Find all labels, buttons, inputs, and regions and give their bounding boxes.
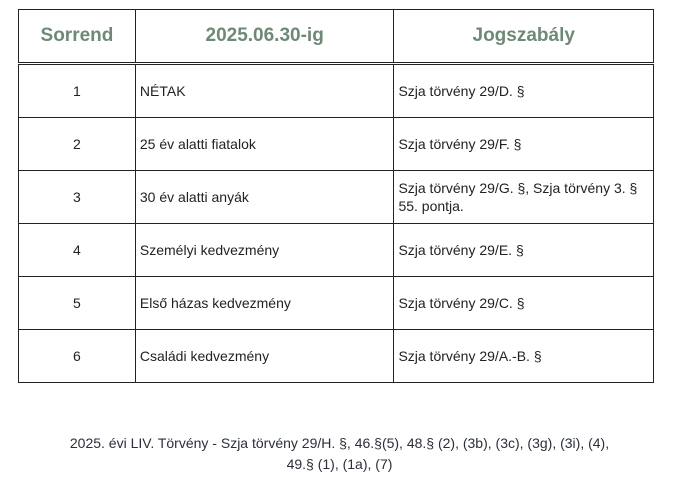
table-row (19, 118, 654, 171)
order-cell: 1 (19, 64, 136, 118)
order-cell: 2 (19, 118, 136, 171)
footer-note (0, 433, 679, 475)
table-row (19, 330, 654, 383)
footer-line-1: 2025. évi LIV. Törvény - Szja törvény 29/H. §, 46.§(5), 48.§ (2), (3b), (3c), (3g), (3i), (4), (69, 435, 610, 451)
header-law: Jogszabály (394, 10, 654, 64)
law-cell: Szja törvény 29/C. § (394, 277, 654, 330)
table-row (19, 64, 654, 118)
table-row (19, 224, 654, 277)
benefit-cell: Családi kedvezmény (135, 330, 394, 383)
benefit-cell: 25 év alatti fiatalok (135, 118, 394, 171)
benefit-cell: Első házas kedvezmény (135, 277, 394, 330)
law-cell: Szja törvény 29/A.-B. § (394, 330, 654, 383)
law-cell: Szja törvény 29/D. § (394, 64, 654, 118)
order-cell: 5 (19, 277, 136, 330)
footer-line-2: 49.§ (1), (1a), (7) (286, 456, 393, 472)
law-cell: Szja törvény 29/E. § (394, 224, 654, 277)
law-cell: Szja törvény 29/G. §, Szja törvény 3. § 55. pontja. (394, 171, 654, 224)
benefits-table (18, 9, 654, 383)
order-cell: 4 (19, 224, 136, 277)
table-row (19, 171, 654, 224)
table-row (19, 277, 654, 330)
benefit-cell: Személyi kedvezmény (135, 224, 394, 277)
benefit-cell: 30 év alatti anyák (135, 171, 394, 224)
law-cell: Szja törvény 29/F. § (394, 118, 654, 171)
order-cell: 6 (19, 330, 136, 383)
header-date: 2025.06.30-ig (135, 10, 394, 64)
order-cell: 3 (19, 171, 136, 224)
header-order: Sorrend (19, 10, 136, 64)
benefit-cell: NÉTAK (135, 64, 394, 118)
